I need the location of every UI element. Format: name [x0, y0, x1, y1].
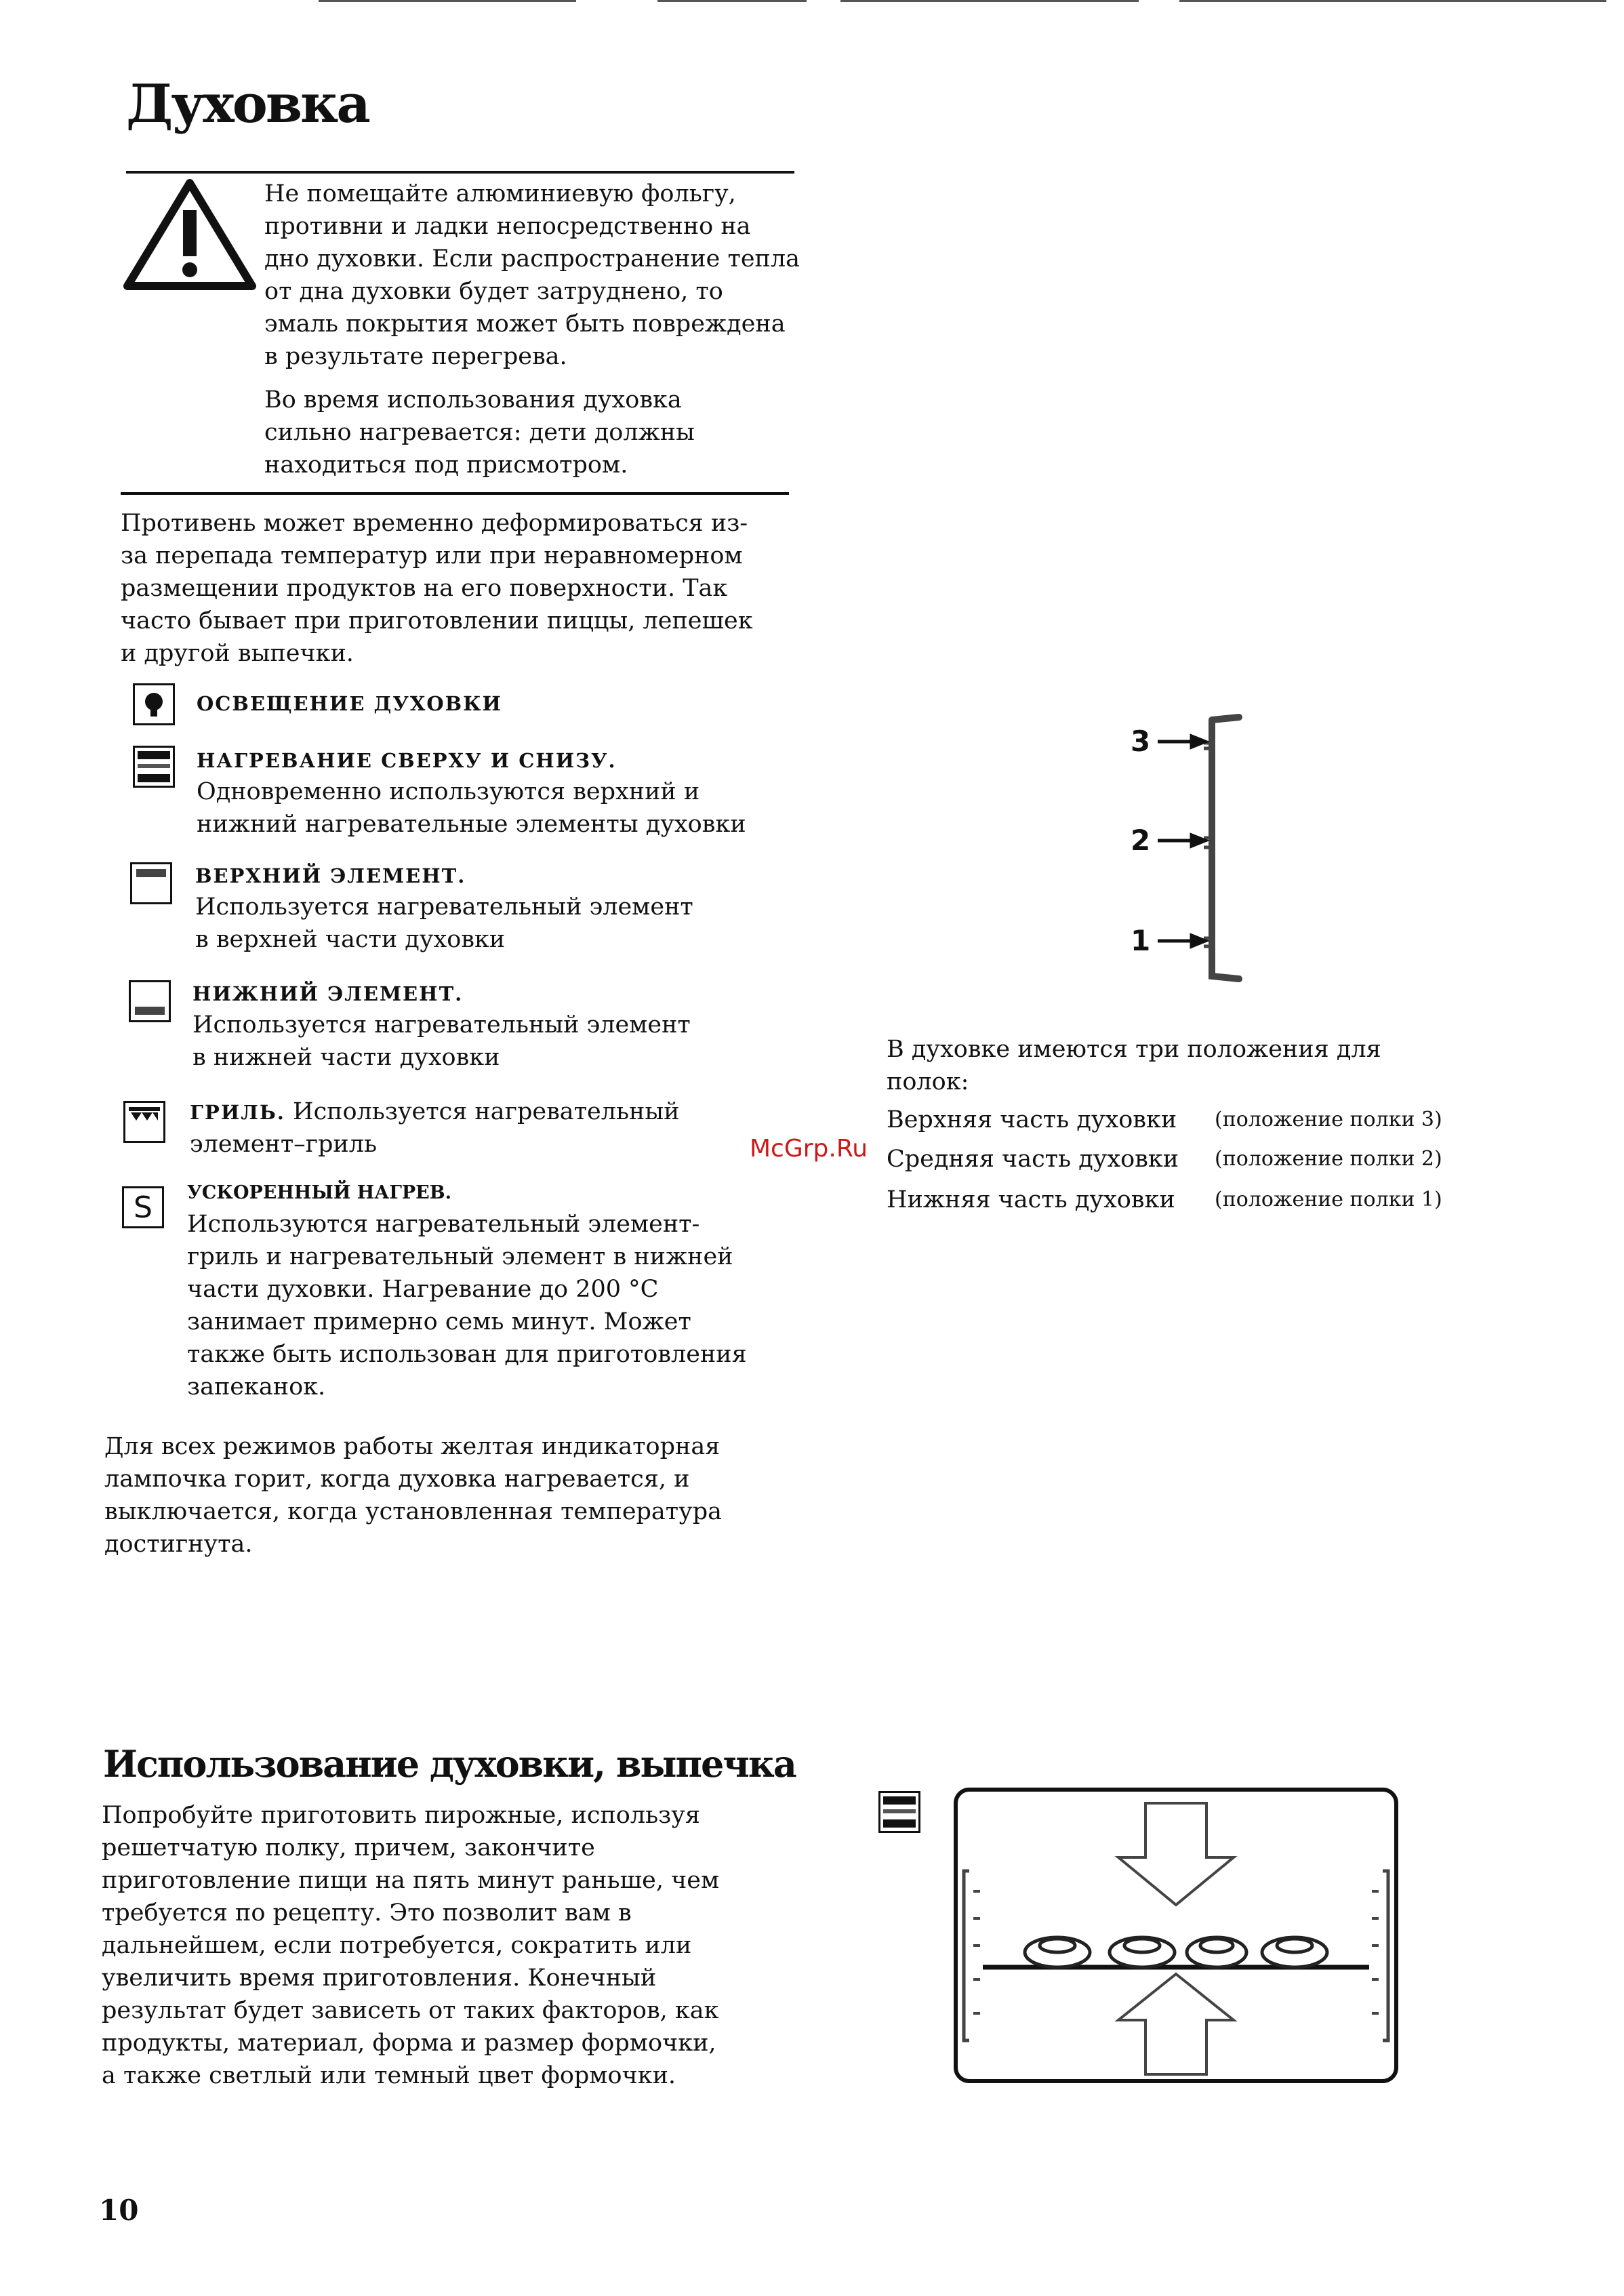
text-line: части духовки. Нагревание до 200 °C: [187, 1276, 659, 1303]
mode-title-bottom-element: НИЖНИЙ ЭЛЕМЕНТ.: [192, 982, 464, 1005]
page-title: Духовка: [126, 73, 369, 135]
top-bottom-heat-icon: [878, 1791, 920, 1833]
text-line: Попробуйте приготовить пирожные, используя: [102, 1802, 700, 1829]
text-line: Для всех режимов работы желтая индикаторная: [104, 1433, 720, 1460]
text-line: запеканок.: [187, 1373, 326, 1401]
mode-title-grill: ГРИЛЬ.: [190, 1101, 285, 1124]
text-line: в результате перегрева.: [264, 343, 567, 370]
shelf-row-middle: [887, 1143, 1442, 1175]
scan-edge-line: [657, 0, 807, 2]
text-line: находиться под присмотром.: [264, 451, 628, 479]
warning-bottom-rule: [121, 492, 789, 495]
mode-title-top-element: ВЕРХНИЙ ЭЛЕМЕНТ.: [195, 864, 466, 887]
shelf-row-bottom: [887, 1184, 1442, 1216]
tray-note: [121, 507, 798, 670]
shelf-position-note: (положение полки 2): [1215, 1147, 1442, 1171]
warning-paragraph-1: [264, 178, 800, 373]
warning-paragraph-2: [264, 384, 800, 481]
top-bottom-heat-icon: [133, 746, 175, 788]
text-line: нижний нагревательные элементы духовки: [197, 811, 746, 838]
text-line: Одновременно используются верхний и: [197, 778, 700, 805]
mode-desc-bottom-element: [192, 1009, 803, 1074]
text-line: полок:: [887, 1068, 969, 1095]
shelf-label-3: 3: [1131, 725, 1151, 758]
text-line: Используется нагревательный элемент: [192, 1011, 691, 1039]
text-line: сильно нагревается: дети должны: [264, 419, 695, 446]
scan-edge-line: [840, 0, 1139, 2]
shelf-part: Средняя часть духовки: [887, 1146, 1179, 1173]
text-line: Во время использования духовка: [264, 386, 682, 414]
shelf-part: Верхняя часть духовки: [887, 1106, 1177, 1133]
text-line: Используется нагревательный элемент: [195, 893, 693, 921]
text-line: лампочка горит, когда духовка нагревается, и: [104, 1466, 690, 1493]
text-line: Используются нагревательный элемент-: [187, 1211, 700, 1238]
text-line: выключается, когда установленная температура: [104, 1498, 723, 1525]
text-line: увеличить время приготовления. Конечный: [102, 1965, 657, 1992]
text-line: гриль и нагревательный элемент в нижней: [187, 1243, 733, 1270]
scan-edge-line: [319, 0, 576, 2]
shelf-label-2: 2: [1131, 824, 1151, 857]
oven-baking-illustration: [949, 1783, 1403, 2088]
text-line: элемент–гриль: [190, 1131, 378, 1158]
shelf-intro: [887, 1033, 1497, 1098]
text-line: занимает примерно семь минут. Может: [187, 1308, 691, 1335]
text-line: также быть использован для приготовления: [187, 1341, 747, 1368]
mode-title-rapid-heat: УСКОРЕННЫЙ НАГРЕВ.: [187, 1182, 451, 1203]
text-line: часто бывает при приготовлении пиццы, лепешек: [121, 607, 753, 635]
mode-desc-rapid-heat: [187, 1208, 811, 1403]
text-line: от дна духовки будет затруднено, то: [264, 278, 723, 305]
warning-icon: [122, 178, 258, 293]
text-line: противни и ладки непосредственно на: [264, 213, 751, 240]
text-line: дальнейшем, если потребуется, сократить или: [102, 1932, 692, 1959]
indicator-note: [104, 1430, 809, 1560]
scan-edge-line: [1179, 0, 1606, 2]
text-line: Противень может временно деформироваться из-: [121, 510, 748, 537]
text-line: Не помещайте алюминиевую фольгу,: [264, 180, 736, 207]
watermark[interactable]: McGrp.Ru: [750, 1135, 868, 1163]
grill-icon: [123, 1101, 165, 1143]
mode-grill-line: Используется нагревательный: [293, 1098, 680, 1125]
page-number: 10: [99, 2194, 139, 2227]
text-line: В духовке имеются три положения для: [887, 1036, 1381, 1063]
text-line: решетчатую полку, причем, закончите: [102, 1834, 595, 1861]
baking-paragraph: [102, 1799, 813, 2092]
shelf-row-top: [887, 1104, 1442, 1136]
section-title-baking: Использование духовки, выпечка: [103, 1742, 796, 1786]
mode-title-lamp: ОСВЕЩЕНИЕ ДУХОВКИ: [197, 692, 502, 715]
text-line: дно духовки. Если распространение тепла: [264, 245, 800, 273]
text-line: требуется по рецепту. Это позволит вам в: [102, 1899, 632, 1927]
text-line: достигнута.: [104, 1531, 253, 1558]
shelf-part: Нижняя часть духовки: [887, 1186, 1175, 1213]
shelf-label-1: 1: [1131, 924, 1151, 957]
text-line: в нижней части духовки: [192, 1044, 500, 1071]
text-line: эмаль покрытия может быть повреждена: [264, 310, 786, 338]
text-line: за перепада температур или при неравномерном: [121, 542, 743, 569]
text-line: продукты, материал, форма и размер формочки,: [102, 2030, 716, 2057]
top-element-icon: [130, 862, 172, 904]
rapid-heat-icon: S: [122, 1186, 164, 1228]
mode-title-top-bottom: НАГРЕВАНИЕ СВЕРХУ И СНИЗУ.: [197, 749, 617, 772]
text-line: размещении продуктов на его поверхности. Так: [121, 575, 728, 602]
warning-top-rule: [126, 171, 794, 174]
text-line: а также светлый или темный цвет формочки.: [102, 2062, 676, 2089]
mode-desc-grill: [190, 1095, 813, 1161]
shelf-position-note: (положение полки 1): [1215, 1188, 1442, 1211]
mode-desc-top-element: [195, 891, 805, 956]
shelf-positions-diagram: [1118, 705, 1267, 990]
bottom-element-icon: [129, 980, 171, 1022]
mode-desc-top-bottom: [197, 776, 807, 841]
text-line: [190, 1095, 813, 1128]
lamp-icon: [133, 683, 175, 725]
text-line: приготовление пищи на пять минут раньше, чем: [102, 1867, 720, 1894]
text-line: результат будет зависеть от таких факторов, как: [102, 1997, 719, 2024]
text-line: и другой выпечки.: [121, 640, 354, 667]
shelf-position-note: (положение полки 3): [1215, 1108, 1442, 1131]
text-line: в верхней части духовки: [195, 926, 506, 953]
